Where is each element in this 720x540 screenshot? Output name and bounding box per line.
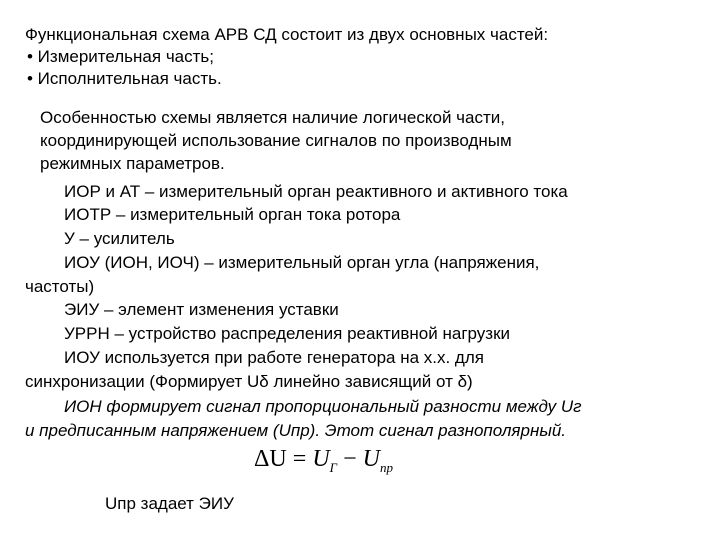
voltage-difference-formula	[254, 446, 393, 476]
feature-line-2: координирующей использование сигналов по производным	[40, 131, 512, 150]
bullet-measuring-part: • Измерительная часть;	[27, 47, 214, 66]
intro-line: Функциональная схема АРВ СД состоит из двух основных частей:	[25, 25, 549, 44]
ion-line-2: и предписанным напряжением (Uпр). Этот сигнал разнополярный.	[25, 421, 567, 440]
def-u: У – усилитель	[64, 229, 175, 248]
feature-line-3: режимных параметров.	[40, 154, 225, 173]
formula-sub-2: пр	[379, 459, 393, 475]
footer-note: Uпр задает ЭИУ	[105, 494, 234, 513]
def-urrn: УРРН – устройство распределения реактивной нагрузки	[64, 324, 511, 343]
formula-minus: −	[337, 446, 363, 472]
formula-sub-1: Г	[329, 459, 338, 475]
feature-line-1: Особенностью схемы является наличие логической части,	[40, 108, 505, 127]
formula-equals: =	[286, 446, 313, 472]
def-iou-line-1: ИОУ (ИОН, ИОЧ) – измерительный орган угла (напряжения,	[64, 253, 540, 272]
formula-lhs: ΔU	[254, 446, 287, 472]
def-iou-line-2: частоты)	[25, 277, 95, 296]
ion-line-1: ИОН формирует сигнал пропорциональный разности между Uг	[64, 397, 582, 416]
iou-usage-line-2: синхронизации (Формирует Uδ линейно зависящий от δ)	[25, 372, 473, 391]
def-iotr: ИОТР – измерительный орган тока ротора	[64, 205, 401, 224]
formula-term-1: U	[312, 446, 330, 472]
formula-term-2: U	[362, 446, 380, 472]
def-ior: ИОР и АТ – измерительный орган реактивного и активного тока	[64, 182, 568, 201]
bullet-executive-part: • Исполнительная часть.	[27, 69, 222, 88]
iou-usage-line-1: ИОУ используется при работе генератора на х.х. для	[64, 348, 484, 367]
def-eiu: ЭИУ – элемент изменения уставки	[64, 300, 339, 319]
